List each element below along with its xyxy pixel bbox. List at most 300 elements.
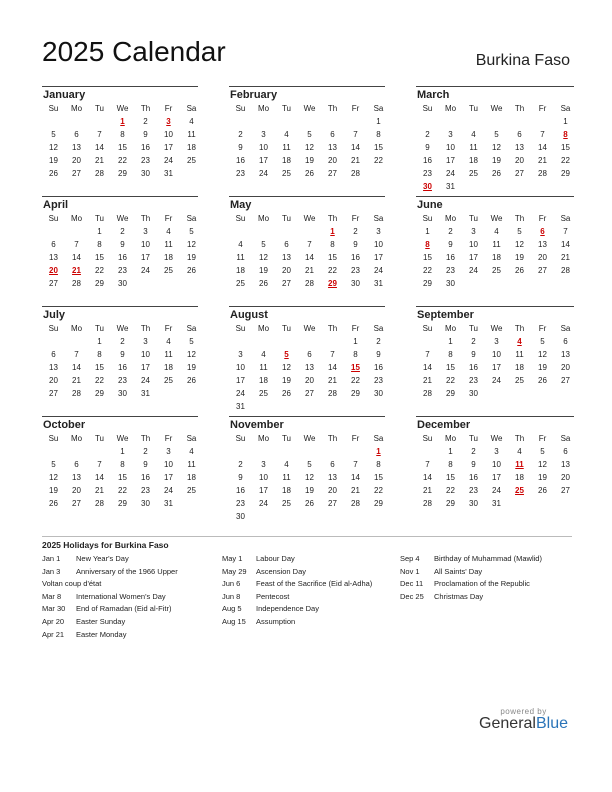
day-cell: 18 bbox=[259, 376, 268, 385]
day-cell: 15 bbox=[118, 473, 127, 482]
holiday-day-cell[interactable]: 1 bbox=[120, 117, 125, 126]
empty-cell bbox=[321, 445, 344, 458]
day-cell: 22 bbox=[95, 266, 104, 275]
day-cell: 15 bbox=[328, 253, 337, 262]
holiday-day-cell[interactable]: 1 bbox=[376, 447, 381, 456]
weekday-header: Mo bbox=[257, 214, 270, 223]
day-cell: 1 bbox=[448, 337, 453, 346]
day-cell: 18 bbox=[515, 363, 524, 372]
day-cell: 28 bbox=[95, 499, 104, 508]
day-cell: 23 bbox=[351, 266, 360, 275]
month-day-grid bbox=[229, 102, 385, 180]
day-cell: 16 bbox=[469, 473, 478, 482]
day-cell: 14 bbox=[72, 253, 81, 262]
day-cell: 17 bbox=[469, 253, 478, 262]
day-cell: 13 bbox=[305, 363, 314, 372]
day-cell: 24 bbox=[236, 389, 245, 398]
day-cell: 17 bbox=[374, 253, 383, 262]
day-cell: 10 bbox=[141, 350, 150, 359]
weekday-header: Sa bbox=[373, 104, 384, 113]
month-april bbox=[42, 196, 198, 290]
day-cell: 25 bbox=[469, 169, 478, 178]
day-cell: 17 bbox=[164, 473, 173, 482]
weekday-header: Mo bbox=[70, 324, 83, 333]
day-cell: 6 bbox=[51, 350, 56, 359]
day-cell: 12 bbox=[492, 143, 501, 152]
weekday-header: Sa bbox=[373, 434, 384, 443]
holiday-date: Dec 25 bbox=[400, 591, 424, 601]
holiday-item bbox=[42, 553, 217, 566]
day-cell: 20 bbox=[72, 486, 81, 495]
holiday-name: Assumption bbox=[256, 616, 296, 626]
day-cell: 6 bbox=[330, 130, 335, 139]
day-cell: 13 bbox=[561, 350, 570, 359]
day-cell: 20 bbox=[328, 156, 337, 165]
day-cell: 19 bbox=[538, 473, 547, 482]
month-name: March bbox=[417, 89, 450, 101]
day-cell: 7 bbox=[425, 350, 430, 359]
day-cell: 29 bbox=[351, 389, 360, 398]
day-cell: 10 bbox=[469, 240, 478, 249]
weekday-header: Fr bbox=[164, 214, 173, 223]
day-cell: 25 bbox=[236, 279, 245, 288]
day-cell: 23 bbox=[469, 376, 478, 385]
holiday-name: Christmas Day bbox=[434, 591, 484, 601]
holiday-date: Jun 6 bbox=[222, 579, 241, 589]
weekday-header: Su bbox=[235, 104, 246, 113]
day-cell: 13 bbox=[72, 143, 81, 152]
day-cell: 4 bbox=[238, 240, 243, 249]
day-cell: 14 bbox=[423, 473, 432, 482]
holiday-item bbox=[222, 603, 397, 616]
day-cell: 4 bbox=[166, 227, 171, 236]
weekday-header: Su bbox=[422, 214, 433, 223]
day-cell: 18 bbox=[282, 156, 291, 165]
day-cell: 8 bbox=[448, 350, 453, 359]
weekday-header: We bbox=[490, 324, 503, 333]
day-cell: 11 bbox=[515, 350, 524, 359]
day-cell: 20 bbox=[561, 363, 570, 372]
empty-cell bbox=[416, 445, 439, 458]
month-name: August bbox=[230, 309, 268, 321]
day-cell: 26 bbox=[282, 389, 291, 398]
day-cell: 13 bbox=[538, 240, 547, 249]
month-january bbox=[42, 86, 198, 180]
day-cell: 3 bbox=[376, 227, 381, 236]
holiday-name: Proclamation of the Republic bbox=[434, 579, 530, 589]
day-cell: 28 bbox=[351, 169, 360, 178]
day-cell: 13 bbox=[282, 253, 291, 262]
day-cell: 26 bbox=[49, 169, 58, 178]
day-cell: 24 bbox=[259, 499, 268, 508]
day-cell: 5 bbox=[189, 227, 194, 236]
weekday-header: Th bbox=[514, 214, 525, 223]
holiday-day-cell[interactable]: 1 bbox=[330, 227, 335, 236]
holiday-date: Apr 21 bbox=[42, 629, 65, 639]
holiday-column bbox=[400, 553, 575, 603]
weekday-header: Sa bbox=[373, 324, 384, 333]
holiday-name: Anniversary of the 1966 Upper bbox=[76, 566, 178, 576]
weekday-header: Th bbox=[327, 434, 338, 443]
holiday-date: May 1 bbox=[222, 554, 243, 563]
day-cell: 3 bbox=[143, 227, 148, 236]
month-october bbox=[42, 416, 198, 510]
day-cell: 13 bbox=[328, 473, 337, 482]
day-cell: 16 bbox=[374, 363, 383, 372]
day-cell: 15 bbox=[446, 473, 455, 482]
day-cell: 5 bbox=[540, 337, 545, 346]
weekday-header: Mo bbox=[257, 104, 270, 113]
day-cell: 7 bbox=[563, 227, 568, 236]
day-cell: 24 bbox=[164, 156, 173, 165]
day-cell: 4 bbox=[189, 117, 194, 126]
month-day-grid bbox=[229, 322, 385, 413]
day-cell: 12 bbox=[259, 253, 268, 262]
day-cell: 16 bbox=[236, 156, 245, 165]
day-cell: 22 bbox=[446, 486, 455, 495]
day-cell: 15 bbox=[118, 143, 127, 152]
weekday-header: Fr bbox=[164, 434, 173, 443]
day-cell: 1 bbox=[563, 117, 568, 126]
month-march bbox=[416, 86, 574, 193]
weekday-header: Fr bbox=[538, 214, 547, 223]
day-cell: 29 bbox=[446, 499, 455, 508]
day-cell: 23 bbox=[118, 376, 127, 385]
holiday-item bbox=[222, 591, 397, 604]
day-cell: 10 bbox=[164, 130, 173, 139]
day-cell: 17 bbox=[446, 156, 455, 165]
holiday-day-cell[interactable]: 8 bbox=[425, 240, 430, 249]
day-cell: 12 bbox=[305, 473, 314, 482]
holiday-day-cell[interactable]: 15 bbox=[351, 363, 360, 372]
weekday-header: Tu bbox=[94, 104, 105, 113]
day-cell: 21 bbox=[561, 253, 570, 262]
day-cell: 1 bbox=[376, 117, 381, 126]
powered-by-text: powered by bbox=[500, 707, 547, 716]
day-cell: 16 bbox=[351, 253, 360, 262]
day-cell: 6 bbox=[307, 350, 312, 359]
day-cell: 8 bbox=[97, 240, 102, 249]
day-cell: 2 bbox=[238, 130, 243, 139]
weekday-header: We bbox=[303, 434, 316, 443]
weekday-header: Mo bbox=[257, 324, 270, 333]
day-cell: 14 bbox=[561, 240, 570, 249]
weekday-header: Su bbox=[235, 434, 246, 443]
empty-cell bbox=[462, 115, 485, 128]
day-cell: 8 bbox=[353, 350, 358, 359]
day-cell: 13 bbox=[561, 460, 570, 469]
day-cell: 26 bbox=[538, 376, 547, 385]
day-cell: 23 bbox=[141, 156, 150, 165]
day-cell: 2 bbox=[120, 227, 125, 236]
day-cell: 31 bbox=[164, 499, 173, 508]
day-cell: 19 bbox=[515, 253, 524, 262]
day-cell: 19 bbox=[187, 363, 196, 372]
empty-cell bbox=[298, 335, 321, 348]
month-day-grid bbox=[229, 212, 385, 290]
holiday-date: Jan 1 bbox=[42, 554, 61, 563]
day-cell: 22 bbox=[328, 266, 337, 275]
day-cell: 29 bbox=[95, 389, 104, 398]
day-cell: 2 bbox=[425, 130, 430, 139]
day-cell: 30 bbox=[236, 512, 245, 521]
holiday-day-cell[interactable]: 3 bbox=[166, 117, 171, 126]
day-cell: 1 bbox=[353, 337, 358, 346]
day-cell: 11 bbox=[164, 240, 173, 249]
holiday-item bbox=[42, 591, 217, 604]
day-cell: 17 bbox=[492, 363, 501, 372]
weekday-header: Tu bbox=[281, 434, 292, 443]
holiday-day-cell[interactable]: 5 bbox=[284, 350, 289, 359]
day-cell: 31 bbox=[492, 499, 501, 508]
day-cell: 20 bbox=[328, 486, 337, 495]
weekday-header: Th bbox=[140, 104, 151, 113]
day-cell: 25 bbox=[282, 499, 291, 508]
holiday-item bbox=[400, 578, 575, 591]
day-cell: 14 bbox=[351, 143, 360, 152]
day-cell: 7 bbox=[353, 130, 358, 139]
day-cell: 30 bbox=[141, 169, 150, 178]
day-cell: 5 bbox=[51, 130, 56, 139]
weekday-header: Sa bbox=[560, 434, 571, 443]
day-cell: 9 bbox=[120, 350, 125, 359]
holiday-item bbox=[400, 591, 575, 604]
month-name: September bbox=[417, 309, 474, 321]
weekday-header: Mo bbox=[444, 434, 457, 443]
day-cell: 3 bbox=[448, 130, 453, 139]
day-cell: 12 bbox=[49, 143, 58, 152]
day-cell: 16 bbox=[141, 143, 150, 152]
day-cell: 14 bbox=[72, 363, 81, 372]
day-cell: 25 bbox=[515, 376, 524, 385]
day-cell: 14 bbox=[423, 363, 432, 372]
day-cell: 11 bbox=[259, 363, 268, 372]
day-cell: 25 bbox=[282, 169, 291, 178]
weekday-header: Sa bbox=[186, 324, 197, 333]
month-day-grid bbox=[229, 432, 385, 523]
empty-cell bbox=[344, 445, 367, 458]
empty-cell bbox=[275, 225, 298, 238]
day-cell: 27 bbox=[515, 169, 524, 178]
month-december bbox=[416, 416, 574, 510]
brand-name bbox=[479, 715, 568, 733]
weekday-header: Su bbox=[48, 434, 59, 443]
holiday-day-cell[interactable]: 8 bbox=[563, 130, 568, 139]
weekday-header: Mo bbox=[444, 104, 457, 113]
weekday-header: Fr bbox=[164, 324, 173, 333]
weekday-header: Su bbox=[48, 214, 59, 223]
empty-cell bbox=[485, 115, 508, 128]
day-cell: 24 bbox=[469, 266, 478, 275]
day-cell: 23 bbox=[236, 499, 245, 508]
holiday-name: New Year's Day bbox=[76, 554, 129, 563]
day-cell: 10 bbox=[259, 473, 268, 482]
day-cell: 9 bbox=[238, 473, 243, 482]
day-cell: 6 bbox=[284, 240, 289, 249]
day-cell: 10 bbox=[236, 363, 245, 372]
day-cell: 19 bbox=[282, 376, 291, 385]
holiday-name: Independence Day bbox=[256, 604, 319, 614]
brand-name-general: General bbox=[479, 715, 536, 732]
weekday-header: Sa bbox=[560, 324, 571, 333]
weekday-header: Mo bbox=[70, 434, 83, 443]
day-cell: 31 bbox=[164, 169, 173, 178]
day-cell: 7 bbox=[540, 130, 545, 139]
day-cell: 14 bbox=[538, 143, 547, 152]
holiday-day-cell[interactable]: 11 bbox=[515, 460, 524, 469]
day-cell: 11 bbox=[187, 460, 196, 469]
day-cell: 4 bbox=[284, 460, 289, 469]
holiday-name: Ascension Day bbox=[256, 566, 307, 576]
day-cell: 3 bbox=[471, 227, 476, 236]
day-cell: 28 bbox=[351, 499, 360, 508]
day-cell: 10 bbox=[492, 460, 501, 469]
day-cell: 27 bbox=[72, 499, 81, 508]
holiday-item bbox=[42, 603, 217, 616]
empty-cell bbox=[42, 445, 65, 458]
day-cell: 11 bbox=[282, 473, 291, 482]
holiday-date: Aug 15 bbox=[222, 616, 246, 626]
day-cell: 8 bbox=[120, 130, 125, 139]
day-cell: 21 bbox=[423, 376, 432, 385]
day-cell: 21 bbox=[95, 486, 104, 495]
day-cell: 2 bbox=[143, 117, 148, 126]
weekday-header: Sa bbox=[186, 434, 197, 443]
day-cell: 5 bbox=[517, 227, 522, 236]
day-cell: 28 bbox=[72, 279, 81, 288]
holiday-date: Apr 20 bbox=[42, 616, 65, 626]
empty-cell bbox=[88, 445, 111, 458]
day-cell: 6 bbox=[51, 240, 56, 249]
holiday-day-cell[interactable]: 20 bbox=[49, 266, 58, 275]
day-cell: 16 bbox=[423, 156, 432, 165]
weekday-header: Tu bbox=[281, 104, 292, 113]
day-cell: 27 bbox=[538, 266, 547, 275]
day-cell: 4 bbox=[261, 350, 266, 359]
day-cell: 26 bbox=[538, 486, 547, 495]
day-cell: 8 bbox=[376, 460, 381, 469]
day-cell: 5 bbox=[494, 130, 499, 139]
day-cell: 21 bbox=[423, 486, 432, 495]
day-cell: 30 bbox=[351, 279, 360, 288]
day-cell: 20 bbox=[561, 473, 570, 482]
weekday-header: Su bbox=[422, 104, 433, 113]
day-cell: 21 bbox=[305, 266, 314, 275]
weekday-header: Th bbox=[514, 434, 525, 443]
day-cell: 17 bbox=[259, 156, 268, 165]
day-cell: 2 bbox=[448, 227, 453, 236]
empty-cell bbox=[252, 115, 275, 128]
day-cell: 8 bbox=[448, 460, 453, 469]
holiday-date: Mar 8 bbox=[42, 591, 62, 601]
day-cell: 10 bbox=[374, 240, 383, 249]
day-cell: 24 bbox=[141, 266, 150, 275]
day-cell: 28 bbox=[95, 169, 104, 178]
weekday-header: Su bbox=[48, 104, 59, 113]
day-cell: 21 bbox=[351, 486, 360, 495]
weekday-header: Fr bbox=[351, 104, 360, 113]
day-cell: 18 bbox=[236, 266, 245, 275]
day-cell: 13 bbox=[49, 363, 58, 372]
holiday-item bbox=[222, 578, 397, 591]
holiday-item bbox=[222, 553, 397, 566]
day-cell: 9 bbox=[120, 240, 125, 249]
empty-cell bbox=[275, 445, 298, 458]
day-cell: 11 bbox=[492, 240, 501, 249]
day-cell: 4 bbox=[517, 447, 522, 456]
day-cell: 26 bbox=[305, 499, 314, 508]
weekday-header: We bbox=[116, 214, 129, 223]
day-cell: 1 bbox=[448, 447, 453, 456]
weekday-header: We bbox=[490, 104, 503, 113]
day-cell: 2 bbox=[471, 337, 476, 346]
day-cell: 11 bbox=[164, 350, 173, 359]
day-cell: 11 bbox=[282, 143, 291, 152]
brand-logo[interactable] bbox=[479, 707, 568, 733]
holiday-day-cell[interactable]: 29 bbox=[328, 279, 337, 288]
day-cell: 19 bbox=[49, 486, 58, 495]
day-cell: 18 bbox=[492, 253, 501, 262]
day-cell: 9 bbox=[143, 130, 148, 139]
month-name: July bbox=[43, 309, 66, 321]
holiday-day-cell[interactable]: 30 bbox=[423, 182, 432, 191]
day-cell: 17 bbox=[141, 363, 150, 372]
day-cell: 26 bbox=[49, 499, 58, 508]
weekday-header: Th bbox=[327, 104, 338, 113]
day-cell: 27 bbox=[561, 376, 570, 385]
day-cell: 14 bbox=[351, 473, 360, 482]
holiday-name: Birthday of Muhammad (Mawlid) bbox=[434, 554, 542, 563]
day-cell: 12 bbox=[538, 350, 547, 359]
day-cell: 3 bbox=[166, 447, 171, 456]
empty-cell bbox=[42, 335, 65, 348]
day-cell: 16 bbox=[469, 363, 478, 372]
day-cell: 27 bbox=[72, 169, 81, 178]
day-cell: 15 bbox=[374, 473, 383, 482]
day-cell: 12 bbox=[187, 240, 196, 249]
day-cell: 30 bbox=[374, 389, 383, 398]
weekday-header: Sa bbox=[560, 104, 571, 113]
month-day-grid bbox=[416, 322, 574, 400]
day-cell: 22 bbox=[423, 266, 432, 275]
month-name: December bbox=[417, 419, 471, 431]
country-name: Burkina Faso bbox=[475, 52, 570, 69]
empty-cell bbox=[65, 335, 88, 348]
day-cell: 31 bbox=[446, 182, 455, 191]
day-cell: 2 bbox=[376, 337, 381, 346]
holiday-day-cell[interactable]: 21 bbox=[72, 266, 81, 275]
day-cell: 25 bbox=[164, 376, 173, 385]
day-cell: 4 bbox=[189, 447, 194, 456]
day-cell: 25 bbox=[187, 156, 196, 165]
day-cell: 29 bbox=[118, 499, 127, 508]
empty-cell bbox=[252, 445, 275, 458]
holiday-day-cell[interactable]: 25 bbox=[515, 486, 524, 495]
weekday-header: Sa bbox=[186, 104, 197, 113]
day-cell: 6 bbox=[563, 337, 568, 346]
day-cell: 28 bbox=[561, 266, 570, 275]
day-cell: 22 bbox=[118, 486, 127, 495]
weekday-header: Fr bbox=[351, 434, 360, 443]
day-cell: 11 bbox=[469, 143, 478, 152]
weekday-header: Mo bbox=[444, 214, 457, 223]
day-cell: 20 bbox=[538, 253, 547, 262]
holiday-day-cell[interactable]: 4 bbox=[517, 337, 522, 346]
holiday-day-cell[interactable]: 6 bbox=[540, 227, 545, 236]
day-cell: 4 bbox=[284, 130, 289, 139]
month-february bbox=[229, 86, 385, 180]
empty-cell bbox=[416, 335, 439, 348]
